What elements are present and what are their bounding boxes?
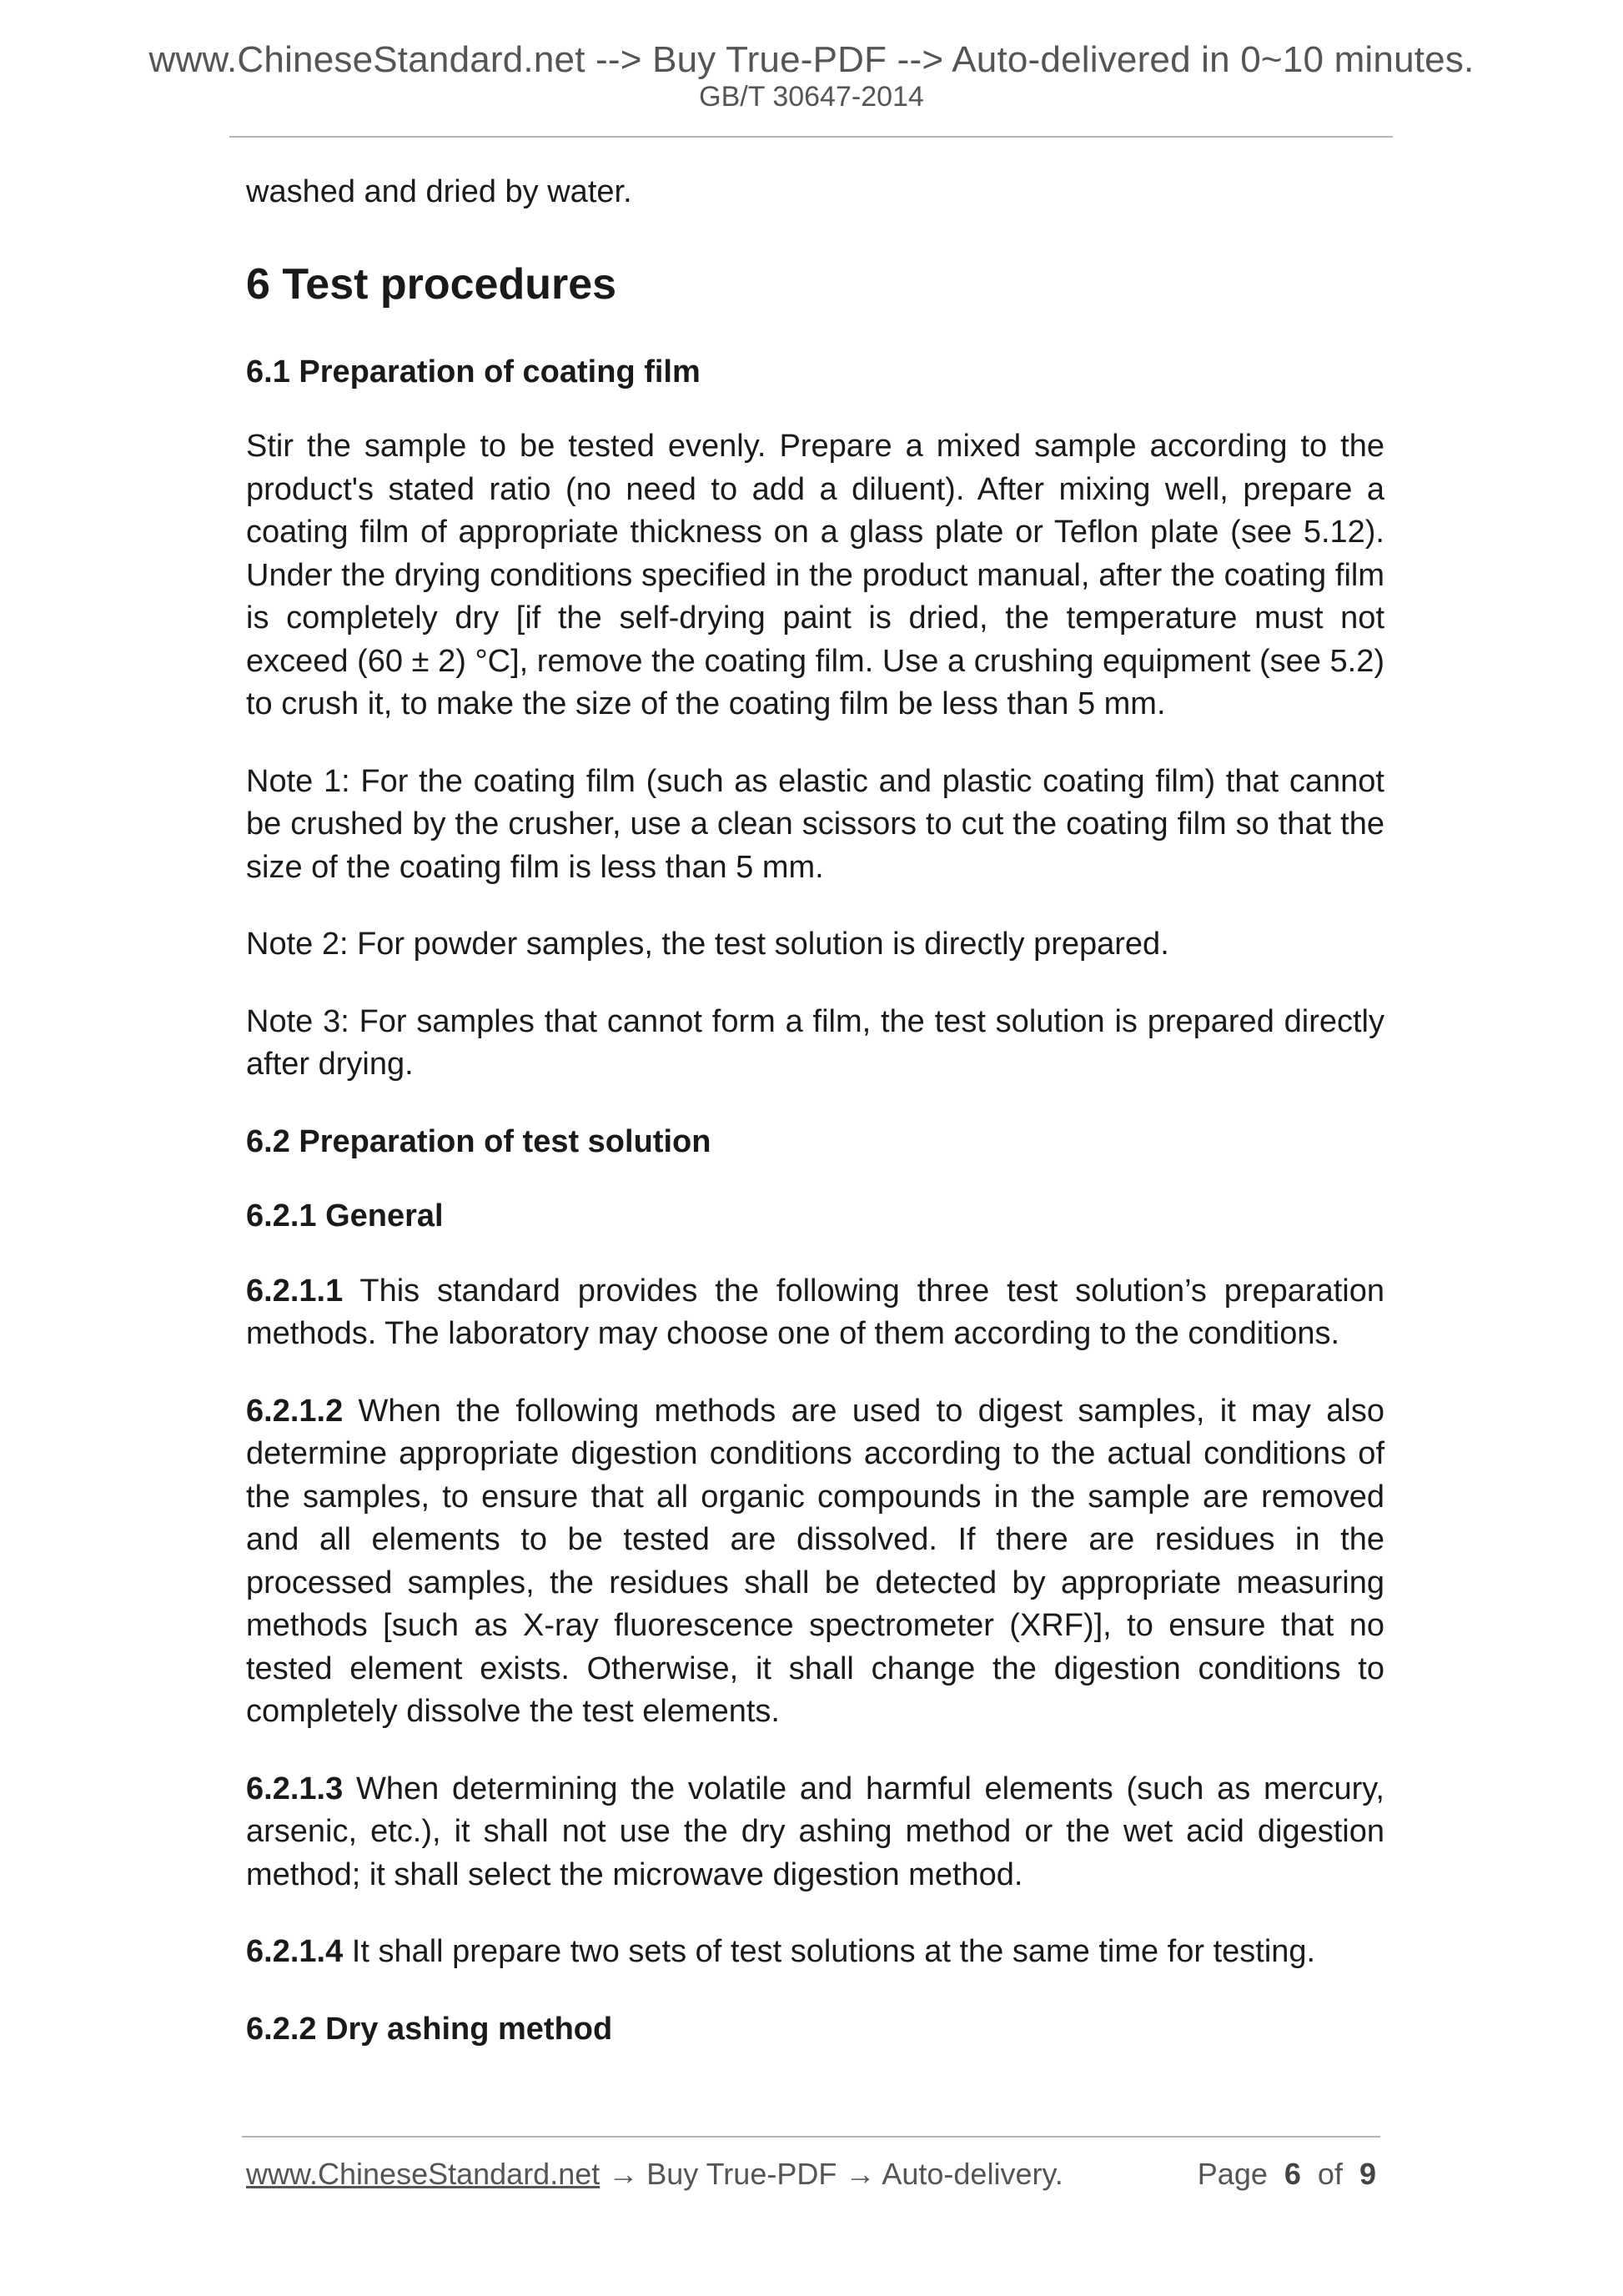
clause-text: When determining the volatile and harmful elements (such as mercury, arsenic, etc.), it shall not use the dry ashing method or the wet acid digestion method; it shall select the microwave digestion method. (246, 1771, 1384, 1892)
arrow-icon: → (600, 2157, 647, 2191)
page-current: 6 (1284, 2157, 1301, 2191)
clause-number: 6.2.1.2 (246, 1393, 344, 1429)
section-heading-6-2: 6.2 Preparation of test solution (246, 1123, 711, 1159)
footer-links (246, 2156, 1063, 2193)
clause-6-2-1-1 (246, 1270, 1384, 1356)
section-heading-6-2-1: 6.2.1 General (246, 1198, 444, 1233)
clause-text: When the following methods are used to digest samples, it may also determine appropriate digestion conditions according to the actual conditions of the samples, to ensure that all organic compounds in the sample are removed and all elements to be tested are dissolved. If there are residues in the processed samples, the residues shall be detected by appropriate measuring methods [such as X-ray fluorescence spectrometer (XRF)], to ensure that no tested element exists. Otherwise, it shall change the digestion conditions to completely dissolve the test elements. (246, 1393, 1384, 1729)
clause-6-2-1-2 (246, 1390, 1384, 1734)
section-heading-6-2-2: 6.2.2 Dry ashing method (246, 2011, 613, 2047)
document-code: GB/T 30647-2014 (699, 81, 924, 113)
page-total: 9 (1359, 2157, 1376, 2191)
page-of-label: of (1317, 2157, 1343, 2191)
clause-text: This standard provides the following three test solution’s preparation methods. The laboratory may choose one of them according to the conditions. (246, 1273, 1384, 1351)
clause-6-2-1-4 (246, 1931, 1384, 1974)
section-heading-6-1: 6.1 Preparation of coating film (246, 354, 701, 389)
paragraph-coating-film: Stir the sample to be tested evenly. Prepare a mixed sample according to the product's stated ratio (no need to add a diluent). After mixing well, prepare a coating film of appropriate thickness on a glass plate or Teflon plate (see 5.12). Under the drying conditions specified in the product manual, after the coating film is completely dry [if the self-drying paint is dried, the temperature must not exceed (60 ± 2) °C], remove the coating film. Use a crushing equipment (see 5.2) to crush it, to make the size of the coating film be less than 5 mm. (246, 429, 1384, 721)
clause-text: It shall prepare two sets of test solutions at the same time for testing. (343, 1934, 1316, 1969)
site-link[interactable]: www.ChineseStandard.net (246, 2157, 600, 2191)
continuation-line: washed and dried by water. (246, 174, 632, 209)
arrow-icon: → (837, 2157, 882, 2191)
section-heading-6: 6 Test procedures (246, 259, 617, 309)
auto-delivery-text: Auto-delivery. (882, 2157, 1063, 2191)
page-label: Page (1197, 2157, 1268, 2191)
note-1: Note 1: For the coating film (such as elastic and plastic coating film) that cannot be crushed by the crusher, use a clean scissors to cut the coating film so that the size of the coating film is less than 5 mm. (246, 763, 1384, 885)
clause-number: 6.2.1.4 (246, 1934, 344, 1969)
footer-divider (242, 2136, 1380, 2138)
clause-6-2-1-3 (246, 1768, 1384, 1897)
site-banner: www.ChineseStandard.net --> Buy True-PDF --> Auto-delivered in 0~10 minutes. (148, 39, 1475, 80)
page-content (246, 171, 1384, 2082)
buy-pdf-text: Buy True-PDF (646, 2157, 837, 2191)
clause-number: 6.2.1.1 (246, 1273, 344, 1309)
note-2: Note 2: For powder samples, the test solution is directly prepared. (246, 927, 1169, 962)
header-divider (229, 136, 1393, 138)
clause-number: 6.2.1.3 (246, 1771, 344, 1806)
note-3: Note 3: For samples that cannot form a film, the test solution is prepared directly after drying. (246, 1003, 1384, 1082)
page-indicator (1198, 2156, 1376, 2193)
